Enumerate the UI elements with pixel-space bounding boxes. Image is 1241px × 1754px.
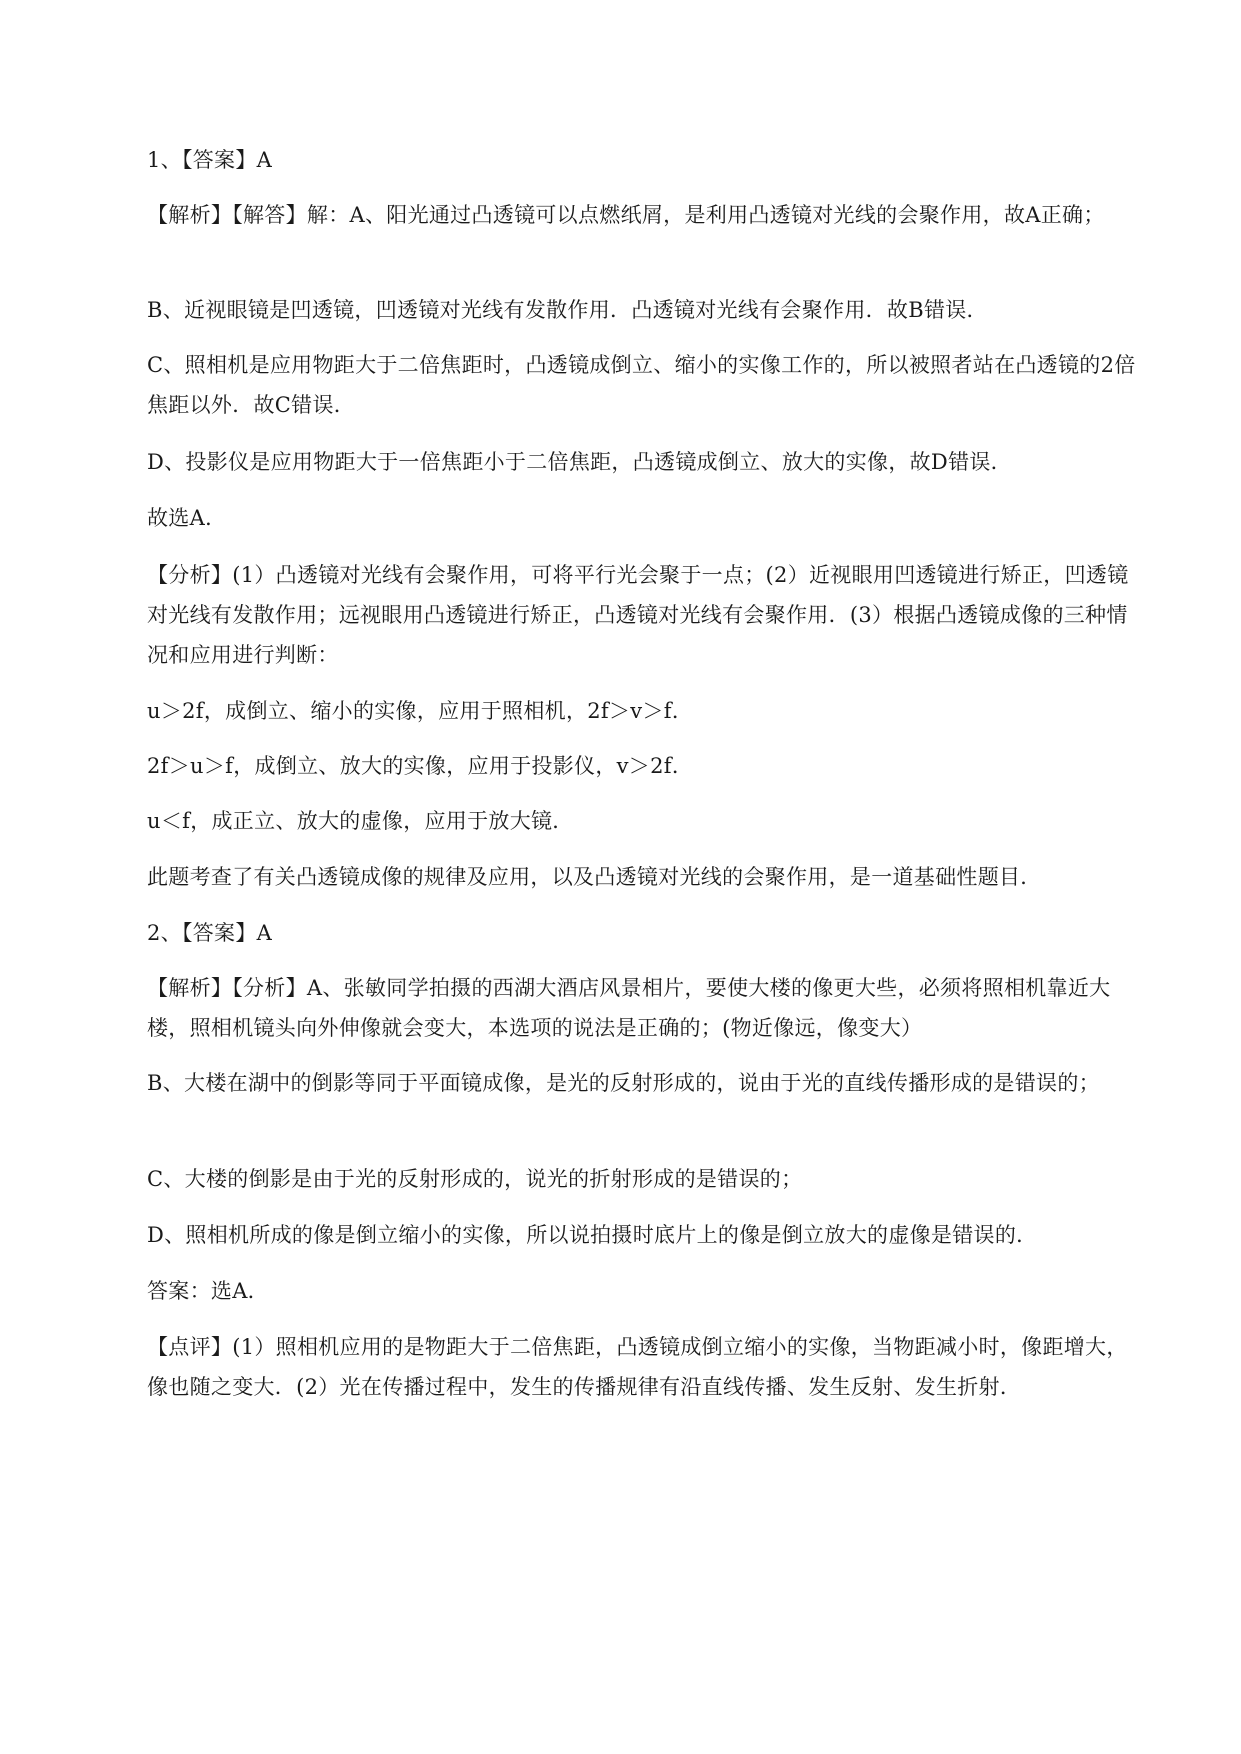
answer-2-conclusion: 答案：选A． <box>147 1279 269 1303</box>
answer-1-explanation-d: D、投影仪是应用物距大于一倍焦距小于二倍焦距，凸透镜成倒立、放大的实像，故D错误． <box>147 450 1012 474</box>
answer-2-explanation-b: B、大楼在湖中的倒影等同于平面镜成像，是光的反射形成的，说由于光的直线传播形成的是错误的； <box>147 1071 1100 1095</box>
lens-rule-2: 2f＞u＞f，成倒立、放大的实像，应用于投影仪，v＞2f． <box>147 754 694 778</box>
lens-rule-1: u＞2f，成倒立、缩小的实像，应用于照相机，2f＞v＞f． <box>147 699 694 723</box>
answer-2-comment: 【点评】(1）照相机应用的是物距大于二倍焦距，凸透镜成倒立缩小的实像，当物距减小时，像距增大，像也随之变大．(2）光在传播过程中，发生的传播规律有沿直线传播、发生反射、发生折射． <box>147 1335 1128 1399</box>
answer-1-explanation-a: 【解析】【解答】解：A、阳光通过凸透镜可以点燃纸屑，是利用凸透镜对光线的会聚作用，故A正确； <box>147 203 1105 227</box>
answer-2-explanation-c: C、大楼的倒影是由于光的反射形成的，说光的折射形成的是错误的； <box>147 1167 803 1191</box>
answer-2-explanation-a: 【解析】【分析】A、张敏同学拍摄的西湖大酒店风景相片，要使大楼的像更大些，必须将照相机靠近大楼，照相机镜头向外伸像就会变大，本选项的说法是正确的；(物近像远，像变大） <box>147 976 1111 1040</box>
answer-2-heading: 2、【答案】A <box>147 921 273 945</box>
answer-2-explanation-d: D、照相机所成的像是倒立缩小的实像，所以说拍摄时底片上的像是倒立放大的虚像是错误的． <box>147 1223 1038 1247</box>
answer-1-explanation-c: C、照相机是应用物距大于二倍焦距时，凸透镜成倒立、缩小的实像工作的，所以被照者站在凸透镜的2倍焦距以外．故C错误． <box>147 353 1136 417</box>
answer-1-analysis: 【分析】(1）凸透镜对光线有会聚作用，可将平行光会聚于一点；(2）近视眼用凹透镜进行矫正，凹透镜对光线有发散作用；远视眼用凸透镜进行矫正，凸透镜对光线有会聚作用．(3）根据凸透镜成像的三种情况和应用进行判断： <box>147 563 1129 667</box>
answer-1-explanation-b: B、近视眼镜是凹透镜，凹透镜对光线有发散作用．凸透镜对光线有会聚作用．故B错误． <box>147 298 988 322</box>
answer-1-heading: 1、【答案】A <box>147 148 273 172</box>
lens-rule-3: u＜f，成正立、放大的虚像，应用于放大镜． <box>147 809 574 833</box>
answer-1-summary: 此题考查了有关凸透镜成像的规律及应用，以及凸透镜对光线的会聚作用，是一道基础性题目． <box>147 865 1042 889</box>
answer-1-conclusion: 故选A． <box>147 506 227 530</box>
